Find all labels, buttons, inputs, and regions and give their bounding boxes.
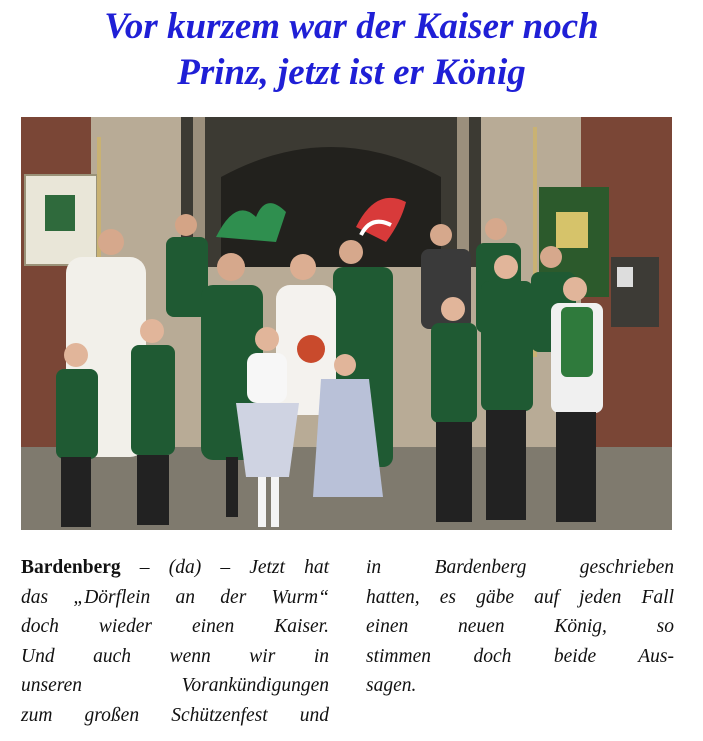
article-line: Und auch wenn wir in xyxy=(21,645,329,667)
article-line: hatten, es gäbe auf jeden Fall xyxy=(366,586,674,608)
article-line: in Bardenberg geschrieben xyxy=(366,557,674,578)
article-line: einen neuen König, so xyxy=(366,616,674,638)
article-line: unseren Vorankündigungen xyxy=(21,675,329,697)
article-line: das „Dörflein an der Wurm“ xyxy=(21,586,329,608)
article-line: zum großen Schützenfest und xyxy=(21,704,329,726)
headline-line-2: Prinz, jetzt ist er König xyxy=(177,52,526,93)
group-photo xyxy=(21,117,672,530)
article-line: stimmen doch beide Aus- xyxy=(366,645,674,667)
article-line xyxy=(21,553,329,583)
article-line: sagen. xyxy=(366,675,417,697)
article-lead-text: – (da) – Jetzt hat xyxy=(120,557,329,578)
article-headline xyxy=(0,4,703,96)
headline-line-1: Vor kurzem war der Kaiser noch xyxy=(104,6,599,47)
article-column-left xyxy=(21,553,329,731)
article-line: doch wieder einen Kaiser. xyxy=(21,616,329,638)
article-dateline: Bardenberg xyxy=(21,557,121,578)
article-column-right xyxy=(366,553,674,701)
